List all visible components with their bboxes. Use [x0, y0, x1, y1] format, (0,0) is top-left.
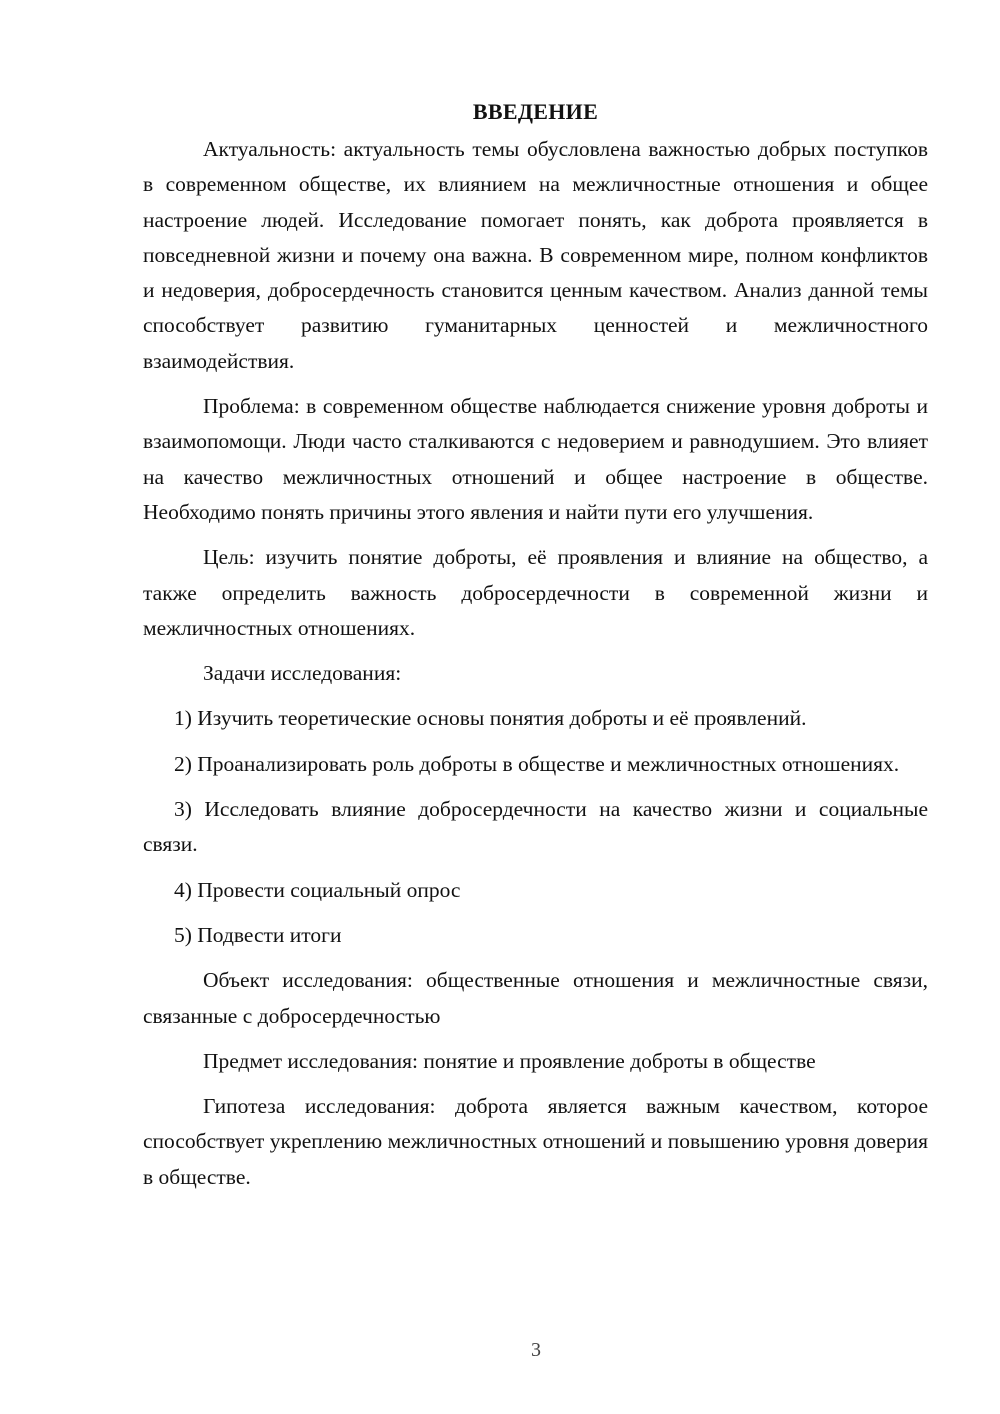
tasks-heading: Задачи исследования: — [203, 661, 402, 686]
task-item-5: 5) Подвести итоги — [174, 922, 342, 947]
task-item-2: 2) Проанализировать роль доброты в обществе и межличностных отношениях. — [174, 751, 900, 776]
page-title: ВВЕДЕНИЕ — [472, 99, 599, 124]
task-item-1: 1) Изучить теоретические основы понятия доброты и её проявлений. — [174, 706, 807, 731]
paragraph-relevance: Актуальность: актуальность темы обусловлена важностью добрых поступков в современном обществе, их влиянием на межличностные отношения и общее настроение людей. Исследование помогает понять, как доброта проявляется в повседневной жизни и почему она важна. В современном мире, полном конфликтов и недоверия, добросердечность становится ценным качеством. Анализ данной темы способствует развитию гуманитарных ценностей и межличностного взаимодействия. — [143, 137, 928, 373]
paragraph-hypothesis: Гипотеза исследования: доброта является важным качеством, которое способствует укреплению межличностных отношений и повышению уровня доверия в обществе. — [143, 1094, 928, 1189]
task-item-3: 3) Исследовать влияние добросердечности на качество жизни и социальные связи. — [143, 797, 928, 857]
task-item-4: 4) Провести социальный опрос — [174, 877, 461, 902]
document-body — [143, 94, 928, 1205]
paragraph-problem: Проблема: в современном обществе наблюдается снижение уровня доброты и взаимопомощи. Люди часто сталкиваются с недоверием и равнодушием. Это влияет на качество межличностных отношений и общее настроение в обществе. Необходимо понять причины этого явления и найти пути его улучшения. — [143, 394, 928, 524]
paragraph-subject: Предмет исследования: понятие и проявление доброты в обществе — [203, 1048, 816, 1073]
paragraph-object: Объект исследования: общественные отношения и межличностные связи, связанные с добросердечностью — [143, 968, 928, 1028]
page-number: 3 — [531, 1339, 541, 1361]
paragraph-goal: Цель: изучить понятие доброты, её проявления и влияние на общество, а также определить важность добросердечности в современной жизни и межличностных отношениях. — [143, 545, 928, 640]
